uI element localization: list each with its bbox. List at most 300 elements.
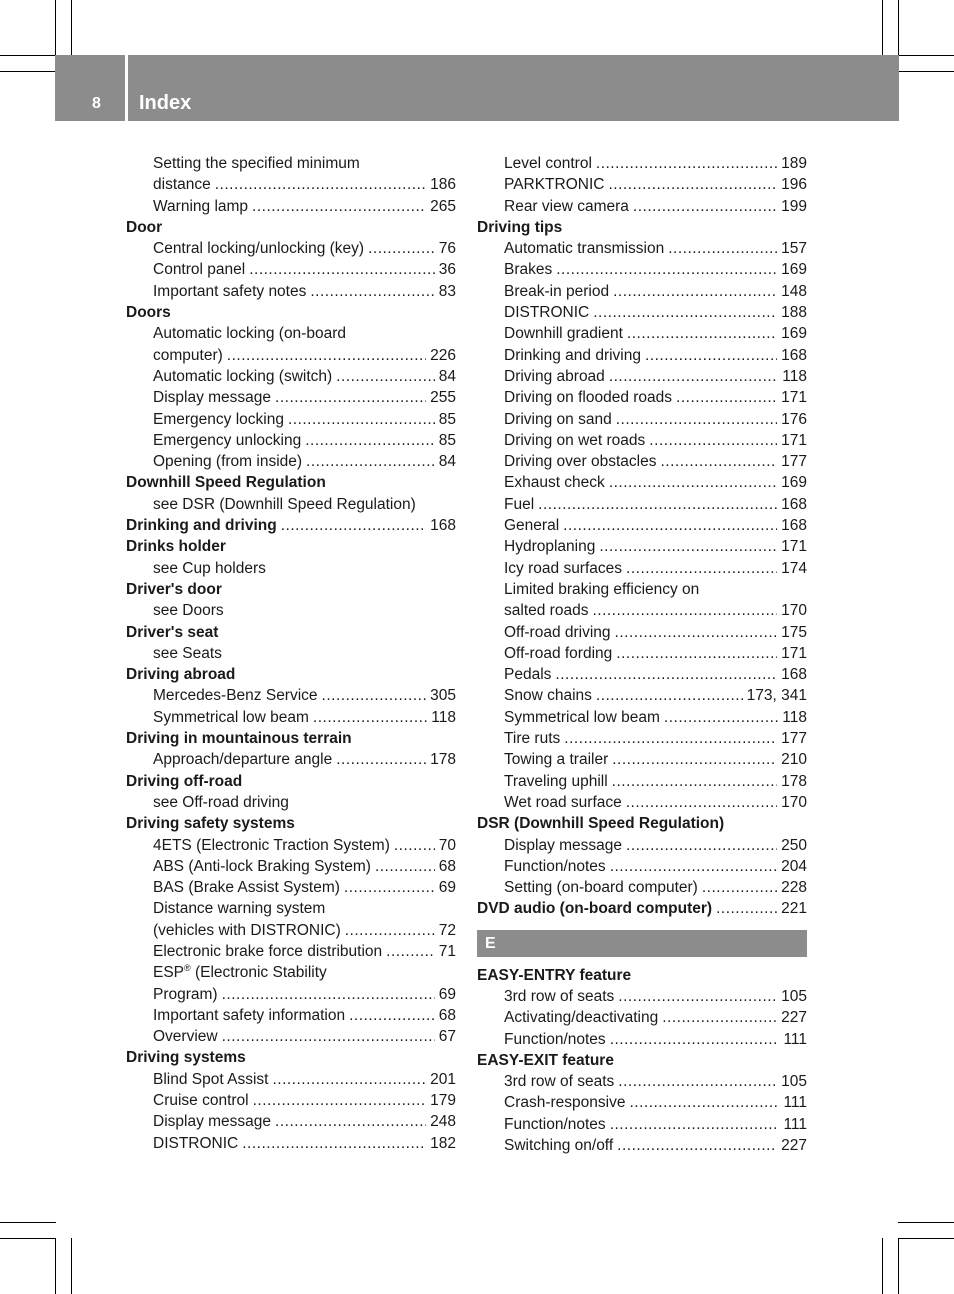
index-entry-text: Approach/departure angle (153, 751, 333, 769)
index-entry-text: Overview (153, 1028, 218, 1046)
index-entry-text: 3rd row of seats (504, 1073, 615, 1091)
registered-mark: ® (184, 963, 191, 974)
index-heading (126, 1047, 456, 1068)
index-entry-text: Distance warning system (153, 900, 326, 918)
page-header (55, 55, 899, 121)
index-heading (126, 622, 456, 643)
index-subentry (477, 707, 807, 728)
index-heading-text: Driving safety systems (126, 815, 295, 833)
index-entry-text: Traveling uphill (504, 772, 608, 790)
page-title: Index (139, 92, 192, 114)
dot-leader (626, 792, 777, 813)
page-reference: 72 (438, 921, 456, 939)
index-subentry (477, 664, 807, 685)
index-subentry (477, 472, 807, 493)
page-reference: 221 (781, 900, 807, 918)
page-reference: 173, 341 (746, 687, 807, 705)
crop-mark (55, 0, 56, 56)
index-entry-text: Wet road surface (504, 793, 622, 811)
index-entry-text: Driving on wet roads (504, 431, 646, 449)
crop-mark (0, 1222, 56, 1223)
index-subentry (477, 643, 807, 664)
index-heading-text: Drinks holder (126, 538, 226, 556)
index-heading-text: EASY-ENTRY feature (477, 966, 632, 984)
index-subentry (126, 962, 456, 983)
index-heading-text: Doors (126, 304, 171, 322)
index-entry-text: Setting (on-board computer) (504, 879, 698, 897)
index-entry-text: Downhill gradient (504, 325, 623, 343)
index-subentry (477, 515, 807, 536)
index-entry-text: Fuel (504, 495, 535, 513)
index-entry-text: Towing a trailer (504, 751, 609, 769)
page-reference: 255 (430, 389, 456, 407)
index-subentry (477, 494, 807, 515)
index-entry-text: Symmetrical low beam (153, 708, 309, 726)
index-subentry (126, 494, 456, 515)
dot-leader (612, 771, 777, 792)
page-reference: 171 (781, 644, 807, 662)
index-entry-text: Automatic locking (on-board (153, 325, 346, 343)
index-subentry (126, 259, 456, 280)
index-subentry (477, 345, 807, 366)
page-reference: 171 (781, 431, 807, 449)
index-heading-text: Driving off-road (126, 772, 243, 790)
page-reference: 70 (438, 836, 456, 854)
dot-leader (702, 877, 777, 898)
index-heading (126, 579, 456, 600)
index-entry-text: Emergency unlocking (153, 431, 302, 449)
index-entry-text: Warning lamp (153, 197, 249, 215)
dot-leader (626, 835, 777, 856)
index-entry-text: Icy road surfaces (504, 559, 623, 577)
page-reference: 168 (781, 517, 807, 535)
index-entry-text: see DSR (Downhill Speed Regulation) (153, 495, 416, 513)
header-divider (125, 55, 128, 121)
index-subentry (477, 856, 807, 877)
index-entry-text: Driving on sand (504, 410, 612, 428)
dot-leader (609, 366, 778, 387)
page-reference: 171 (781, 389, 807, 407)
crop-mark (898, 55, 954, 56)
page-reference: 168 (430, 517, 456, 535)
index-entry-text: (vehicles with DISTRONIC) (153, 921, 341, 939)
index-subentry (126, 1133, 456, 1154)
index-entry-text: Central locking/unlocking (key) (153, 240, 365, 258)
index-column-left (126, 153, 456, 1154)
dot-leader (618, 1071, 777, 1092)
dot-leader (615, 622, 778, 643)
index-entry-text: Function/notes (504, 857, 606, 875)
index-subentry (126, 1005, 456, 1026)
index-subentry (477, 196, 807, 217)
index-subentry (477, 238, 807, 259)
index-entry-text: Opening (from inside) (153, 453, 303, 471)
index-subentry (126, 558, 456, 579)
dot-leader (281, 515, 426, 536)
dot-leader (556, 259, 777, 280)
page-reference: 67 (438, 1028, 456, 1046)
crop-mark (0, 71, 56, 72)
index-heading (477, 898, 807, 919)
page-reference: 250 (781, 836, 807, 854)
crop-mark (0, 55, 56, 56)
index-subentry (477, 749, 807, 770)
dot-leader (368, 238, 435, 259)
page-reference: 228 (781, 879, 807, 897)
page-reference: 199 (781, 197, 807, 215)
dot-leader (375, 856, 435, 877)
index-subentry (126, 174, 456, 195)
index-entry-text: Drinking and driving (504, 346, 641, 364)
dot-leader (645, 345, 777, 366)
index-heading-text: DVD audio (on-board computer) (477, 900, 713, 918)
index-subentry (477, 323, 807, 344)
page-reference: 189 (781, 155, 807, 172)
index-column-right (477, 153, 807, 1156)
index-entry-text: Switching on/off (504, 1137, 614, 1155)
index-subentry (477, 792, 807, 813)
page-reference: 177 (781, 453, 807, 471)
page-reference: 111 (783, 1094, 807, 1112)
index-subentry (477, 174, 807, 195)
dot-leader (310, 281, 434, 302)
index-subentry (126, 1026, 456, 1047)
index-subentry (126, 1111, 456, 1132)
dot-leader (215, 174, 426, 195)
index-heading (126, 515, 456, 536)
page-reference: 36 (438, 261, 456, 279)
index-heading-text: Driver's door (126, 580, 222, 598)
page-reference: 169 (781, 261, 807, 279)
dot-leader (306, 451, 435, 472)
index-subentry (126, 856, 456, 877)
crop-mark (0, 1238, 56, 1239)
index-entry-text: Display message (153, 1113, 272, 1131)
page-reference: 105 (781, 1073, 807, 1091)
index-heading (477, 965, 807, 986)
page-reference: 85 (438, 431, 456, 449)
index-entry-text: ESP® (Electronic Stability (153, 963, 327, 982)
index-subentry (477, 153, 807, 174)
index-subentry (126, 1069, 456, 1090)
page-number: 8 (92, 95, 101, 112)
index-subentry (126, 196, 456, 217)
index-subentry (477, 558, 807, 579)
index-subentry (477, 986, 807, 1007)
page-reference: 69 (438, 879, 456, 897)
dot-leader (716, 898, 777, 919)
page-reference: 179 (430, 1092, 456, 1110)
index-subentry (477, 1007, 807, 1028)
index-subentry (126, 387, 456, 408)
dot-leader (596, 685, 743, 706)
page-reference: 177 (781, 730, 807, 748)
index-heading-text: Downhill Speed Regulation (126, 474, 326, 492)
dot-leader (592, 600, 777, 621)
page-reference: 196 (781, 176, 807, 194)
index-entry-text: see Doors (153, 602, 224, 620)
index-entry-text: see Off-road driving (153, 793, 289, 811)
index-entry-text: Pedals (504, 666, 552, 684)
index-entry-text: Mercedes-Benz Service (153, 687, 318, 705)
index-subentry (126, 877, 456, 898)
index-entry-text: Crash-responsive (504, 1094, 626, 1112)
index-entry-text: ABS (Anti-lock Braking System) (153, 857, 371, 875)
index-subentry (477, 536, 807, 557)
page-reference: 118 (431, 708, 456, 726)
page-reference: 170 (781, 793, 807, 811)
index-entry-text: Driving on flooded roads (504, 389, 673, 407)
index-entry-text: Control panel (153, 261, 246, 279)
dot-leader (668, 238, 777, 259)
dot-leader (252, 196, 426, 217)
index-heading (126, 302, 456, 323)
index-heading-text: Drinking and driving (126, 517, 277, 535)
index-heading-text: Driver's seat (126, 623, 219, 641)
index-entry-text: Exhaust check (504, 474, 605, 492)
index-entry-text: Limited braking efficiency on (504, 580, 700, 598)
page-reference: 111 (783, 1115, 807, 1133)
index-heading (126, 771, 456, 792)
index-entry-text: Symmetrical low beam (504, 708, 660, 726)
index-heading-text: Driving systems (126, 1049, 246, 1067)
dot-leader (664, 707, 778, 728)
index-subentry (126, 643, 456, 664)
index-letter-heading: E (477, 930, 807, 957)
index-subentry (126, 707, 456, 728)
index-entry-text: Automatic transmission (504, 240, 665, 258)
index-entry-text: computer) (153, 346, 223, 364)
page-reference: 204 (781, 857, 807, 875)
crop-mark (55, 1238, 56, 1294)
index-entry-text: Function/notes (504, 1030, 606, 1048)
index-heading (126, 472, 456, 493)
dot-leader (349, 1005, 435, 1026)
index-subentry (477, 622, 807, 643)
index-entry-text: DISTRONIC (153, 1134, 239, 1152)
index-subentry (477, 771, 807, 792)
dot-leader (344, 877, 435, 898)
dot-leader (275, 1111, 426, 1132)
page-reference: 148 (781, 282, 807, 300)
crop-mark (882, 0, 883, 56)
index-entry-text: see Seats (153, 644, 222, 662)
page-reference: 68 (438, 1006, 456, 1024)
index-entry-text: see Cup holders (153, 559, 266, 577)
index-heading-text: DSR (Downhill Speed Regulation) (477, 815, 725, 833)
index-subentry (126, 281, 456, 302)
dot-leader (313, 707, 427, 728)
index-subentry (477, 1071, 807, 1092)
dot-leader (222, 984, 435, 1005)
index-entry-text: General (504, 517, 560, 535)
dot-leader (608, 174, 777, 195)
page-reference: 248 (430, 1113, 456, 1131)
index-entry-text: Off-road fording (504, 644, 613, 662)
index-entry-text: distance (153, 176, 211, 194)
index-entry-text: Hydroplaning (504, 538, 596, 556)
page-reference: 265 (430, 197, 456, 215)
page-reference: 186 (430, 176, 456, 194)
index-subentry (126, 238, 456, 259)
index-heading-text: Driving tips (477, 218, 563, 236)
index-entry-text: Activating/deactivating (504, 1009, 659, 1027)
dot-leader (613, 281, 777, 302)
dot-leader (610, 856, 777, 877)
dot-leader (563, 515, 777, 536)
index-subentry (477, 366, 807, 387)
index-subentry (477, 1092, 807, 1113)
index-subentry (477, 302, 807, 323)
dot-leader (593, 302, 777, 323)
index-entry-text: Snow chains (504, 687, 592, 705)
index-heading (477, 813, 807, 834)
dot-leader (305, 430, 435, 451)
dot-leader (222, 1026, 435, 1047)
index-heading-text: Door (126, 218, 163, 236)
dot-leader (596, 153, 777, 174)
dot-leader (609, 472, 777, 493)
crop-mark (898, 1238, 899, 1294)
index-subentry (126, 153, 456, 174)
dot-leader (662, 1007, 777, 1028)
index-subentry (126, 984, 456, 1005)
index-heading (126, 536, 456, 557)
page-reference: 85 (438, 410, 456, 428)
index-heading-text: Driving abroad (126, 666, 236, 684)
dot-leader (249, 259, 435, 280)
index-subentry (126, 749, 456, 770)
index-subentry (126, 920, 456, 941)
dot-leader (610, 1029, 780, 1050)
index-heading (126, 813, 456, 834)
index-subentry (126, 430, 456, 451)
page-reference: 178 (430, 751, 456, 769)
index-entry-text: Display message (504, 836, 623, 854)
dot-leader (242, 1133, 426, 1154)
page-reference: 227 (781, 1137, 807, 1155)
index-subentry (126, 792, 456, 813)
page-reference: 226 (430, 346, 456, 364)
index-subentry (126, 941, 456, 962)
index-entry-text: Tire ruts (504, 730, 561, 748)
dot-leader (626, 558, 777, 579)
index-entry-text: Function/notes (504, 1115, 606, 1133)
index-entry-text: 4ETS (Electronic Traction System) (153, 836, 390, 854)
dot-leader (564, 728, 777, 749)
page-reference: 170 (781, 602, 807, 620)
dot-leader (617, 1135, 777, 1156)
dot-leader (627, 323, 777, 344)
index-heading-text: Driving in mountainous terrain (126, 730, 352, 748)
page-reference: 175 (781, 623, 807, 641)
dot-leader (275, 387, 426, 408)
page-reference: 83 (438, 282, 456, 300)
page-reference: 182 (430, 1134, 456, 1152)
dot-leader (555, 664, 777, 685)
index-heading (126, 728, 456, 749)
index-subentry (126, 600, 456, 621)
index-subentry (477, 835, 807, 856)
index-heading (126, 217, 456, 238)
dot-leader (599, 536, 777, 557)
page-reference: 118 (782, 708, 807, 726)
page-reference: 168 (781, 346, 807, 364)
index-entry-text: Blind Spot Assist (153, 1070, 269, 1088)
crop-mark (898, 0, 899, 56)
index-entry-text: Break-in period (504, 282, 610, 300)
page-reference: 76 (438, 240, 456, 258)
index-entry-text: Display message (153, 389, 272, 407)
index-subentry (477, 877, 807, 898)
index-entry-text: salted roads (504, 602, 589, 620)
index-entry-text: Important safety information (153, 1006, 346, 1024)
page-reference: 84 (438, 367, 456, 385)
dot-leader (322, 685, 427, 706)
index-heading (126, 664, 456, 685)
page-reference: 168 (781, 666, 807, 684)
dot-leader (386, 941, 435, 962)
index-subentry (477, 728, 807, 749)
index-entry-text: Off-road driving (504, 623, 611, 641)
dot-leader (336, 749, 426, 770)
dot-leader (272, 1069, 426, 1090)
index-entry-text: 3rd row of seats (504, 987, 615, 1005)
index-subentry (126, 323, 456, 344)
index-entry-text: Level control (504, 155, 592, 172)
index-subentry (477, 409, 807, 430)
index-subentry (477, 685, 807, 706)
index-subentry (126, 345, 456, 366)
page-reference: 105 (781, 987, 807, 1005)
crop-mark (898, 1238, 954, 1239)
index-subentry (477, 1114, 807, 1135)
index-entry-text: Important safety notes (153, 282, 307, 300)
page-reference: 169 (781, 474, 807, 492)
index-subentry (126, 898, 456, 919)
dot-leader (629, 1092, 779, 1113)
index-entry-text: Driving abroad (504, 367, 605, 385)
page-reference: 169 (781, 325, 807, 343)
index-subentry (477, 451, 807, 472)
index-heading-text: EASY-EXIT feature (477, 1051, 614, 1069)
index-entry-text: Program) (153, 985, 218, 1003)
index-subentry (477, 430, 807, 451)
page-reference: 227 (781, 1009, 807, 1027)
dot-leader (633, 196, 777, 217)
dot-leader (253, 1090, 427, 1111)
dot-leader (616, 643, 777, 664)
crop-mark (71, 0, 72, 56)
index-subentry (126, 835, 456, 856)
index-entry-text: PARKTRONIC (504, 176, 605, 194)
index-subentry (126, 685, 456, 706)
dot-leader (676, 387, 777, 408)
dot-leader (336, 366, 435, 387)
dot-leader (227, 345, 426, 366)
page-reference: 69 (438, 985, 456, 1003)
index-subentry (477, 259, 807, 280)
page-reference: 174 (781, 559, 807, 577)
crop-mark (898, 71, 954, 72)
page-reference: 171 (781, 538, 807, 556)
index-subentry (126, 366, 456, 387)
dot-leader (288, 409, 435, 430)
index-subentry (477, 1029, 807, 1050)
index-entry-text: Setting the specified minimum (153, 155, 360, 172)
index-subentry (477, 281, 807, 302)
index-entry-text: Electronic brake force distribution (153, 942, 383, 960)
